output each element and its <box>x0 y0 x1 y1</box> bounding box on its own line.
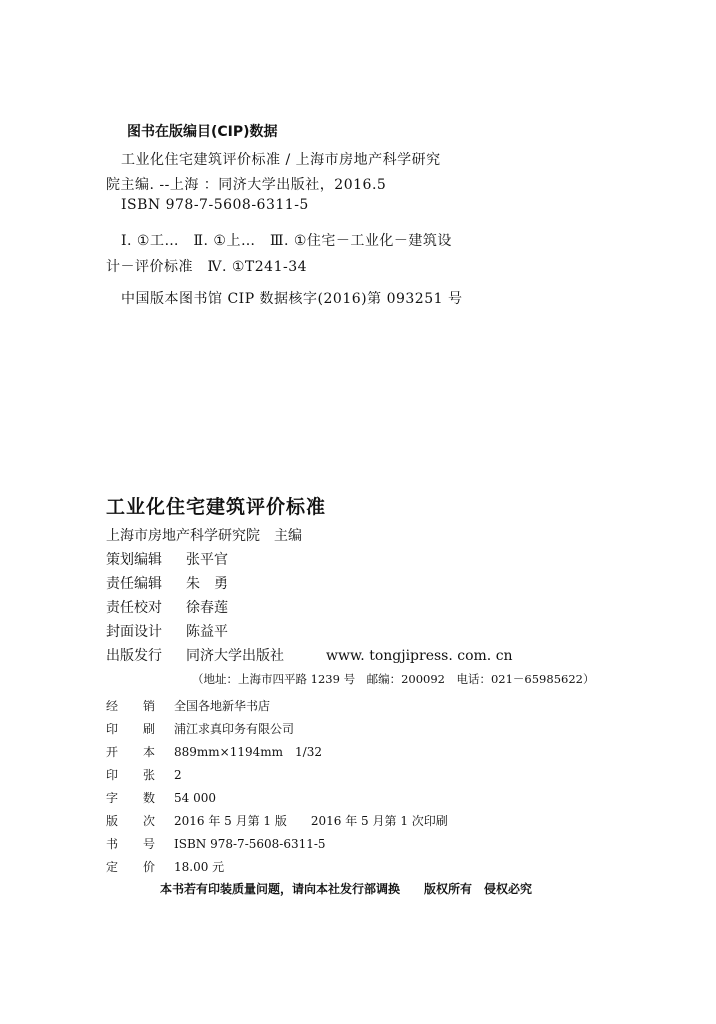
spec-value: 889mm×1194mm 1/32 <box>174 745 322 759</box>
spec-value: 54 000 <box>174 791 216 805</box>
spec-row <box>106 789 216 806</box>
spec-label: 价 <box>143 860 156 874</box>
spec-label: 字 <box>106 791 119 805</box>
credit-label: 责任校对 <box>106 600 162 616</box>
spec-value: 全国各地新华书店 <box>174 699 271 713</box>
cip-classification: 计－评价标准 Ⅳ. ①T241-34 <box>106 259 308 275</box>
credit-row <box>106 573 228 593</box>
cip-line: 工业化住宅建筑评价标准 / 上海市房地产科学研究 <box>121 152 441 168</box>
spec-row <box>106 858 224 875</box>
credit-value: 张平官 <box>186 552 228 568</box>
spec-label: 本 <box>143 745 156 759</box>
spec-label: 书 <box>106 837 119 851</box>
cip-line: 院主编. --上海 ：同济大学出版社，2016.5 <box>106 177 387 193</box>
spec-row <box>106 835 326 852</box>
credit-label: 责任编辑 <box>106 576 162 592</box>
credit-value: 同济大学出版社 www. tongjipress. com. cn <box>186 648 513 664</box>
spec-label: 印 <box>106 722 119 736</box>
credit-label: 出版发行 <box>106 648 162 664</box>
credit-label: 封面设计 <box>106 624 162 640</box>
credit-row <box>106 645 513 665</box>
cip-classification: Ⅰ. ①工… Ⅱ. ①上… Ⅲ. ①住宅－工业化－建筑设 <box>121 233 452 249</box>
spec-label: 版 <box>106 814 119 828</box>
copyright-notice: 本书若有印装质量问题，请向本社发行部调换 版权所有 侵权必究 <box>160 882 533 896</box>
spec-label: 定 <box>106 860 119 874</box>
spec-label: 销 <box>143 699 156 713</box>
credit-row <box>106 549 228 569</box>
credit-value: 徐春莲 <box>186 600 228 616</box>
credit-label: 策划编辑 <box>106 552 162 568</box>
spec-row <box>106 766 182 783</box>
publisher-address: （地址：上海市四平路 1239 号 邮编：200092 电话：021－65985622） <box>192 672 595 686</box>
spec-value: 2 <box>174 768 182 782</box>
spec-label: 次 <box>143 814 156 828</box>
spec-value: 2016 年 5 月第 1 版 2016 年 5 月第 1 次印刷 <box>174 814 448 828</box>
spec-label: 经 <box>106 699 119 713</box>
spec-label: 刷 <box>143 722 156 736</box>
spec-row <box>106 720 294 737</box>
spec-row <box>106 812 448 829</box>
spec-value: ISBN 978-7-5608-6311-5 <box>174 837 326 851</box>
editor-line: 上海市房地产科学研究院 主编 <box>106 528 302 544</box>
credit-row <box>106 597 228 617</box>
credit-row <box>106 621 228 641</box>
spec-label: 印 <box>106 768 119 782</box>
spec-label: 号 <box>143 837 156 851</box>
spec-value: 浦江求真印务有限公司 <box>174 722 295 736</box>
cip-isbn: ISBN 978-7-5608-6311-5 <box>121 197 309 213</box>
credit-value: 陈益平 <box>186 624 228 640</box>
cip-heading: 图书在版编目(CIP)数据 <box>127 124 278 140</box>
spec-row <box>106 697 270 714</box>
spec-label: 张 <box>143 768 156 782</box>
spec-label: 开 <box>106 745 119 759</box>
cip-record-number: 中国版本图书馆 CIP 数据核字(2016)第 093251 号 <box>121 291 463 307</box>
book-title: 工业化住宅建筑评价标准 <box>106 496 327 518</box>
credit-value: 朱 勇 <box>186 576 228 592</box>
spec-label: 数 <box>143 791 156 805</box>
spec-row <box>106 743 322 760</box>
spec-value: 18.00 元 <box>174 860 225 874</box>
